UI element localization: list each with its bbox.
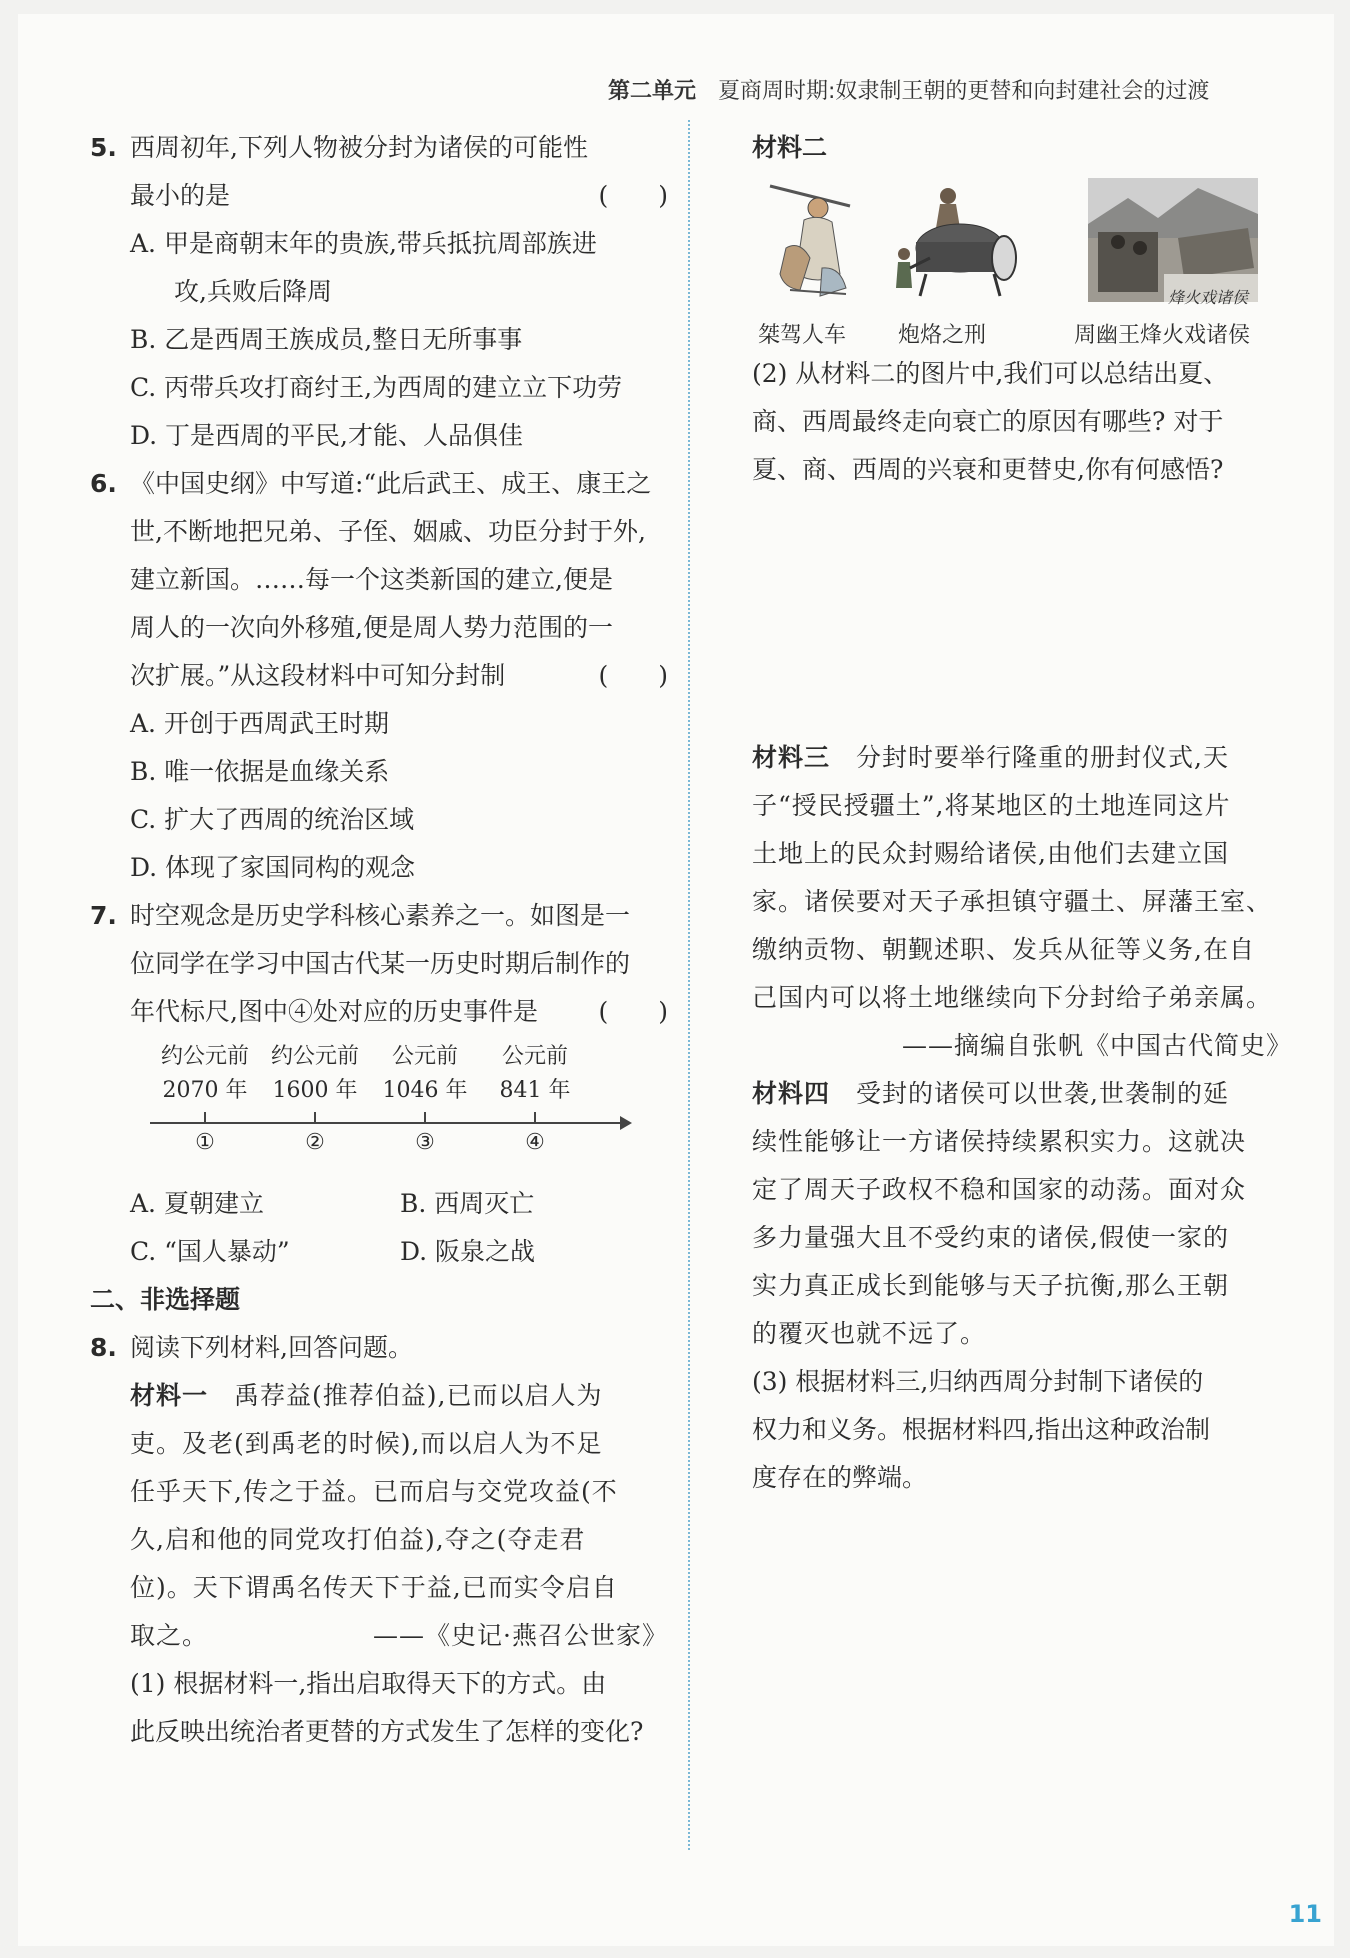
material-2-images [752, 178, 1292, 350]
page-header [608, 74, 1298, 105]
timeline-label-top: 公元前 [391, 1044, 458, 1069]
option-c: C. 扩大了西周的统治区域 [130, 805, 415, 834]
timeline-year: 1046 年 [382, 1078, 468, 1103]
timeline-marker: ④ [525, 1130, 545, 1155]
option-a: A. 夏朝建立 [130, 1189, 264, 1218]
material-text: 吏。及老(到禹老的时候),而以启人为不足 [130, 1429, 603, 1458]
timeline-axis [150, 1122, 626, 1124]
timeline-marker: ① [195, 1130, 215, 1155]
question-text: 阅读下列材料,回答问题。 [130, 1333, 413, 1362]
material-text: 久,启和他的同党攻打伯益),夺之(夺走君 [130, 1525, 586, 1554]
sub-question-3-cont: 度存在的弊端。 [752, 1463, 928, 1492]
beacon-fire-painting [1088, 178, 1258, 318]
material-1-line [90, 1372, 668, 1420]
material-text: 位)。天下谓禹名传天下于益,已而实令启自 [130, 1573, 618, 1602]
material-text [90, 1612, 668, 1660]
answer-space[interactable] [752, 686, 1292, 734]
question-number: 8. [90, 1333, 117, 1362]
sub-question-1: (1) 根据材料一,指出启取得天下的方式。由 [130, 1669, 607, 1698]
timeline-tick [204, 1112, 206, 1122]
timeline-chart [150, 1040, 668, 1180]
sub-question-2-cont: 商、西周最终走向衰亡的原因有哪些? 对于 [752, 407, 1224, 436]
timeline-label-top: 约公元前 [270, 1044, 359, 1069]
question-8-stem [90, 1324, 668, 1372]
option-a: A. 开创于西周武王时期 [130, 709, 389, 738]
option-d: D. 丁是西周的平民,才能、人品俱佳 [130, 421, 523, 450]
timeline-label-top: 公元前 [501, 1044, 568, 1069]
question-text-line [90, 988, 668, 1036]
answer-parentheses[interactable]: ( ) [598, 181, 668, 210]
material-text: 多力量强大且不受约束的诸侯,假使一家的 [752, 1223, 1229, 1252]
timeline-label [480, 1040, 590, 1108]
timeline-marker: ③ [415, 1130, 435, 1155]
material-text: 子“授民授疆土”,将某地区的土地连同这片 [752, 791, 1231, 820]
timeline-tick [534, 1112, 536, 1122]
sub-question-2-cont: 夏、商、西周的兴衰和更替史,你有何感悟? [752, 455, 1224, 484]
bronze-drum-punishment-illustration [890, 178, 1020, 318]
question-7-stem [90, 892, 668, 940]
material-text: 的覆灭也就不远了。 [752, 1319, 987, 1348]
option-c: C. 丙带兵攻打商纣王,为西周的建立立下功劳 [130, 373, 623, 402]
question-5-stem [90, 124, 668, 172]
answer-space[interactable] [752, 638, 1292, 686]
option-b: B. 西周灭亡 [400, 1189, 535, 1218]
column-divider [688, 120, 690, 1850]
material-label: 材料二 [752, 133, 828, 162]
material-text: 实力真正成长到能够与天子抗衡,那么王朝 [752, 1271, 1229, 1300]
question-text-line: 位同学在学习中国古代某一历史时期后制作的 [130, 949, 631, 978]
material-label: 材料四 [752, 1079, 831, 1108]
question-text: 西周初年,下列人物被分封为诸侯的可能性 [130, 133, 588, 162]
material-3-line [752, 734, 1292, 782]
painting-inscription: 烽火戏诸侯 [1167, 288, 1248, 307]
question-text: 次扩展。”从这段材料中可知分封制 [130, 661, 506, 690]
question-text-line [90, 652, 668, 700]
options-row [90, 1228, 668, 1276]
timeline-label [370, 1040, 480, 1108]
option-b: B. 唯一依据是血缘关系 [130, 757, 390, 786]
material-text: 续性能够让一方诸侯持续累积实力。这就决 [752, 1127, 1247, 1156]
question-text-line: 周人的一次向外移殖,便是周人势力范围的一 [130, 613, 613, 642]
answer-parentheses[interactable]: ( ) [598, 661, 668, 690]
image-caption: 周幽王烽火戏诸侯 [1074, 323, 1251, 348]
material-text: 土地上的民众封赐给诸侯,由他们去建立国 [752, 839, 1229, 868]
material-text: 任乎天下,传之于益。已而启与交党攻益(不 [130, 1477, 618, 1506]
question-number: 5. [90, 133, 117, 162]
option-d: D. 体现了家国同构的观念 [130, 853, 416, 882]
option-d: D. 阪泉之战 [400, 1237, 536, 1266]
material-text: 禹荐益(推荐伯益),已而以启人为 [234, 1381, 603, 1410]
answer-space[interactable] [752, 590, 1292, 638]
timeline-year: 1600 年 [272, 1078, 358, 1103]
material-text: 定了周天子政权不稳和国家的动荡。面对众 [752, 1175, 1247, 1204]
left-column [90, 124, 668, 1756]
question-text: 年代标尺,图中④处对应的历史事件是 [130, 997, 538, 1026]
material-text: 家。诸侯要对天子承担镇守疆土、屏藩王室、 [752, 887, 1273, 916]
material-text: 分封时要举行隆重的册封仪式,天 [856, 743, 1229, 772]
question-number: 7. [90, 901, 117, 930]
question-6-stem [90, 460, 668, 508]
chariot-figure-illustration [760, 178, 860, 318]
timeline-year: 2070 年 [162, 1078, 248, 1103]
arrow-right-icon [620, 1116, 632, 1130]
timeline-label-top: 约公元前 [160, 1044, 249, 1069]
question-text: 最小的是 [130, 181, 231, 210]
sub-question-3: (3) 根据材料三,归纳西周分封制下诸侯的 [752, 1367, 1204, 1396]
timeline-tick [424, 1112, 426, 1122]
question-text: 《中国史纲》中写道:“此后武王、成王、康王之 [130, 469, 652, 498]
question-text: 时空观念是历史学科核心素养之一。如图是一 [130, 901, 631, 930]
option-c: C. “国人暴动” [130, 1237, 290, 1266]
material-4-line [752, 1070, 1292, 1118]
option-a-cont: 攻,兵败后降周 [174, 277, 332, 306]
sub-question-2: (2) 从材料二的图片中,我们可以总结出夏、 [752, 359, 1229, 388]
question-5-stem-cont [90, 172, 668, 220]
unit-label: 第二单元 [608, 79, 697, 104]
sub-question-1-cont: 此反映出统治者更替的方式发生了怎样的变化? [130, 1717, 644, 1746]
section-heading: 二、非选择题 [90, 1285, 241, 1314]
material-source: ——摘编自张帆《中国古代简史》 [901, 1031, 1292, 1060]
material-text-end: 取之。 [130, 1621, 209, 1650]
material-source: ——《史记·燕召公世家》 [373, 1621, 668, 1650]
material-label: 材料一 [130, 1381, 209, 1410]
material-text: 己国内可以将土地继续向下分封给子弟亲属。 [752, 983, 1273, 1012]
material-text: 受封的诸侯可以世袭,世袭制的延 [856, 1079, 1229, 1108]
page-number: 11 [1288, 1900, 1322, 1928]
material-label: 材料三 [752, 743, 831, 772]
option-b: B. 乙是西周王族成员,整日无所事事 [130, 325, 523, 354]
question-text-line: 建立新国。……每一个这类新国的建立,便是 [130, 565, 613, 594]
image-caption: 炮烙之刑 [898, 323, 987, 348]
image-caption: 桀驾人车 [758, 323, 847, 348]
timeline-marker: ② [305, 1130, 325, 1155]
material-text: 缴纳贡物、朝觐述职、发兵从征等义务,在自 [752, 935, 1255, 964]
question-text-line: 世,不断地把兄弟、子侄、姻戚、功臣分封于外, [130, 517, 646, 546]
answer-space[interactable] [752, 494, 1292, 542]
answer-space[interactable] [752, 542, 1292, 590]
sub-question-3-cont: 权力和义务。根据材料四,指出这种政治制 [752, 1415, 1210, 1444]
timeline-tick [314, 1112, 316, 1122]
timeline-label [260, 1040, 370, 1108]
right-column [752, 124, 1292, 1502]
answer-parentheses[interactable]: ( ) [598, 997, 668, 1026]
question-number: 6. [90, 469, 117, 498]
option-a: A. 甲是商朝末年的贵族,带兵抵抗周部族进 [130, 229, 597, 258]
unit-title: 夏商周时期:奴隶制王朝的更替和向封建社会的过渡 [718, 79, 1210, 104]
timeline-label [150, 1040, 260, 1108]
options-row [90, 1180, 668, 1228]
timeline-year: 841 年 [499, 1078, 571, 1103]
